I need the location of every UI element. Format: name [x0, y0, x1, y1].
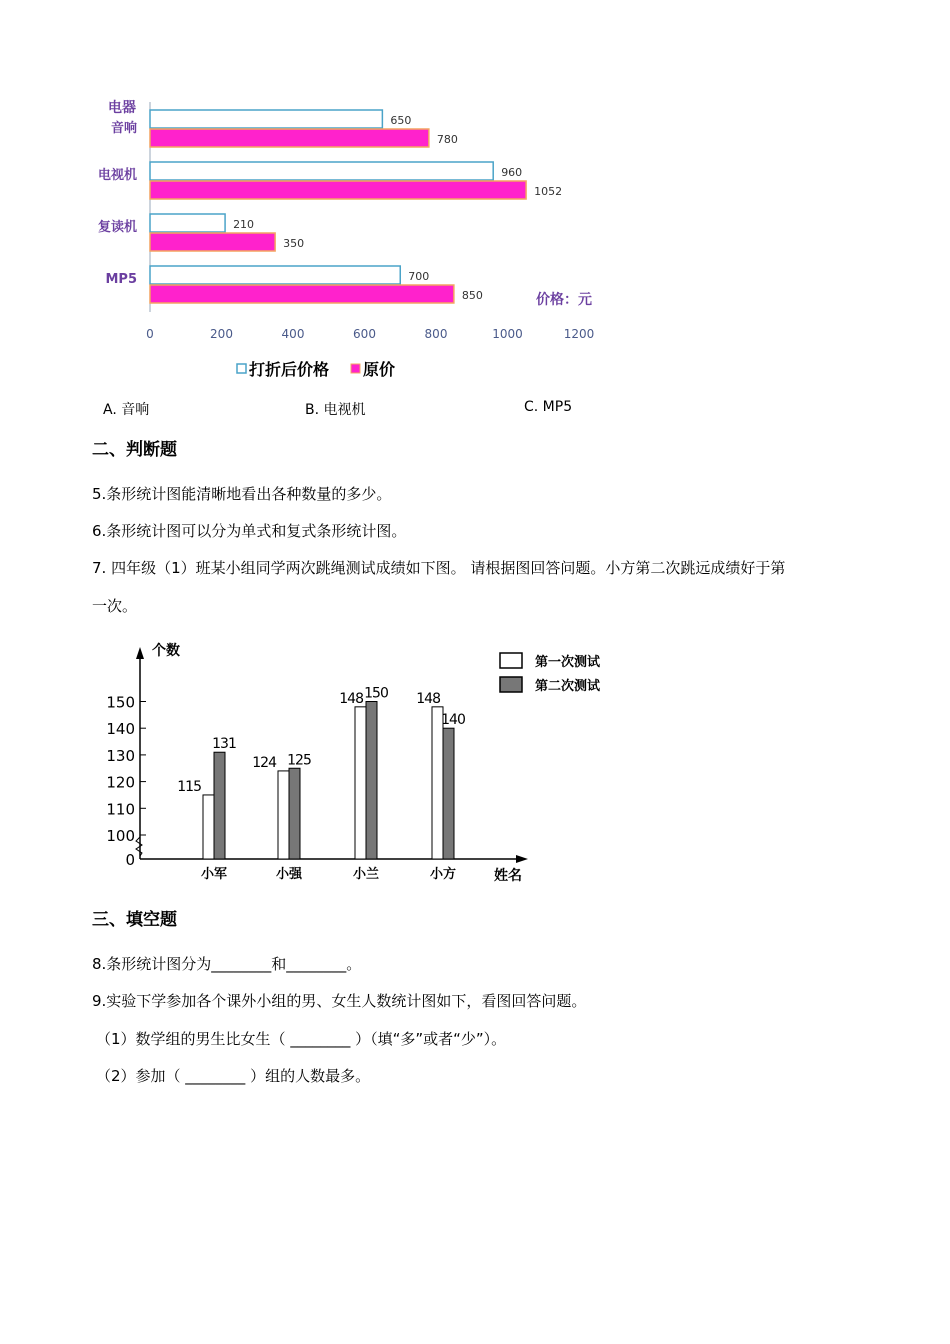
category-label: 小方 — [429, 867, 457, 882]
bar-first-test — [278, 771, 289, 859]
bar-first-test — [432, 707, 443, 859]
data-label: 124 — [252, 754, 276, 771]
x-tick-label: 800 — [424, 327, 448, 341]
bar-first-test — [355, 707, 366, 859]
section-heading-judgement: 二、判断题 — [92, 440, 177, 460]
data-label: 780 — [436, 133, 458, 146]
bar-discount-price — [150, 162, 493, 180]
y-tick-label: 130 — [106, 746, 135, 765]
legend-label-second: 第二次测试 — [535, 679, 601, 694]
question-9-sub1: （1）数学组的男生比女生（ ________ ）（填“多”或者“少”）。 — [96, 1030, 507, 1048]
x-tick-label: 200 — [210, 327, 233, 341]
bar-second-test — [443, 728, 454, 859]
x-axis-label: 姓名 — [494, 868, 522, 884]
category-label: MP5 — [105, 272, 137, 287]
x-tick-label: 0 — [146, 327, 154, 341]
data-label: 650 — [390, 114, 412, 127]
x-tick-label: 1200 — [563, 327, 595, 341]
legend-label-discount: 打折后价格 — [249, 360, 330, 379]
data-label: 1052 — [534, 185, 563, 198]
legend-swatch-original — [351, 364, 360, 373]
data-label: 850 — [461, 289, 483, 302]
category-label: 音响 — [110, 121, 137, 136]
y-axis-arrow — [136, 647, 144, 659]
bar-discount-price — [150, 266, 400, 284]
bar-second-test — [214, 752, 225, 859]
data-label: 700 — [408, 270, 430, 283]
data-label: 125 — [287, 752, 311, 769]
data-label: 148 — [416, 690, 440, 707]
axis-break-mark — [136, 837, 142, 856]
question-7-line1: 7. 四年级（1）班某小组同学两次跳绳测试成绩如下图。 请根据图回答问题。小方第二次跳远成绩好于第 — [92, 559, 786, 577]
x-axis-label: 价格：元 — [536, 292, 592, 308]
category-header: 电器 — [108, 100, 136, 116]
y-tick-label: 140 — [106, 720, 135, 739]
category-label: 电视机 — [97, 168, 137, 183]
bar-second-test — [366, 702, 377, 860]
data-label: 960 — [501, 166, 523, 179]
y-tick-label: 0 — [125, 851, 135, 869]
question-8: 8.条形统计图分为________和________。 — [92, 955, 362, 973]
option-a: A. 音响 — [103, 402, 150, 418]
y-axis-label: 个数 — [152, 643, 180, 659]
legend-swatch-discount — [237, 364, 246, 373]
y-tick-label: 120 — [106, 773, 135, 792]
y-tick-label: 100 — [106, 827, 135, 845]
bar-original-price — [150, 285, 454, 303]
x-tick-label: 1000 — [492, 327, 523, 341]
category-label: 小军 — [200, 867, 228, 882]
bar-discount-price — [150, 110, 382, 128]
y-tick-label: 150 — [106, 693, 135, 712]
bar-first-test — [203, 795, 214, 859]
option-b: B. 电视机 — [305, 402, 366, 418]
option-c: C. MP5 — [524, 399, 573, 415]
question-7-line2: 一次。 — [92, 597, 138, 615]
x-tick-label: 600 — [353, 327, 376, 341]
bar-original-price — [150, 233, 275, 251]
legend-swatch-first — [500, 653, 522, 668]
section-heading-fill-blank: 三、填空题 — [92, 910, 177, 930]
category-label: 小兰 — [352, 867, 380, 882]
legend-label-original: 原价 — [363, 360, 396, 379]
bar-original-price — [150, 129, 429, 147]
x-axis-arrow — [516, 855, 528, 863]
legend-swatch-second — [500, 677, 522, 692]
question-9-sub2: （2）参加（ ________ ）组的人数最多。 — [96, 1067, 371, 1085]
data-label: 140 — [441, 712, 465, 729]
data-label: 150 — [364, 685, 388, 702]
rope-skipping-bar-chart — [100, 635, 640, 890]
bar-original-price — [150, 181, 526, 199]
question-6: 6.条形统计图可以分为单式和复式条形统计图。 — [92, 522, 407, 540]
data-label: 210 — [233, 218, 255, 231]
bar-discount-price — [150, 214, 225, 232]
data-label: 148 — [339, 690, 363, 707]
y-tick-label: 110 — [106, 800, 135, 819]
question-5: 5.条形统计图能清晰地看出各种数量的多少。 — [92, 485, 392, 503]
data-label: 350 — [283, 237, 305, 250]
category-label: 复读机 — [97, 220, 137, 235]
x-tick-label: 400 — [281, 327, 305, 341]
legend-label-first: 第一次测试 — [535, 655, 601, 670]
data-label: 115 — [177, 778, 201, 795]
bar-second-test — [289, 768, 300, 859]
question-9-intro: 9.实验下学参加各个课外小组的男、女生人数统计图如下，看图回答问题。 — [92, 992, 587, 1010]
data-label: 131 — [212, 736, 236, 753]
category-label: 小强 — [275, 867, 303, 882]
price-bar-chart — [80, 90, 620, 395]
